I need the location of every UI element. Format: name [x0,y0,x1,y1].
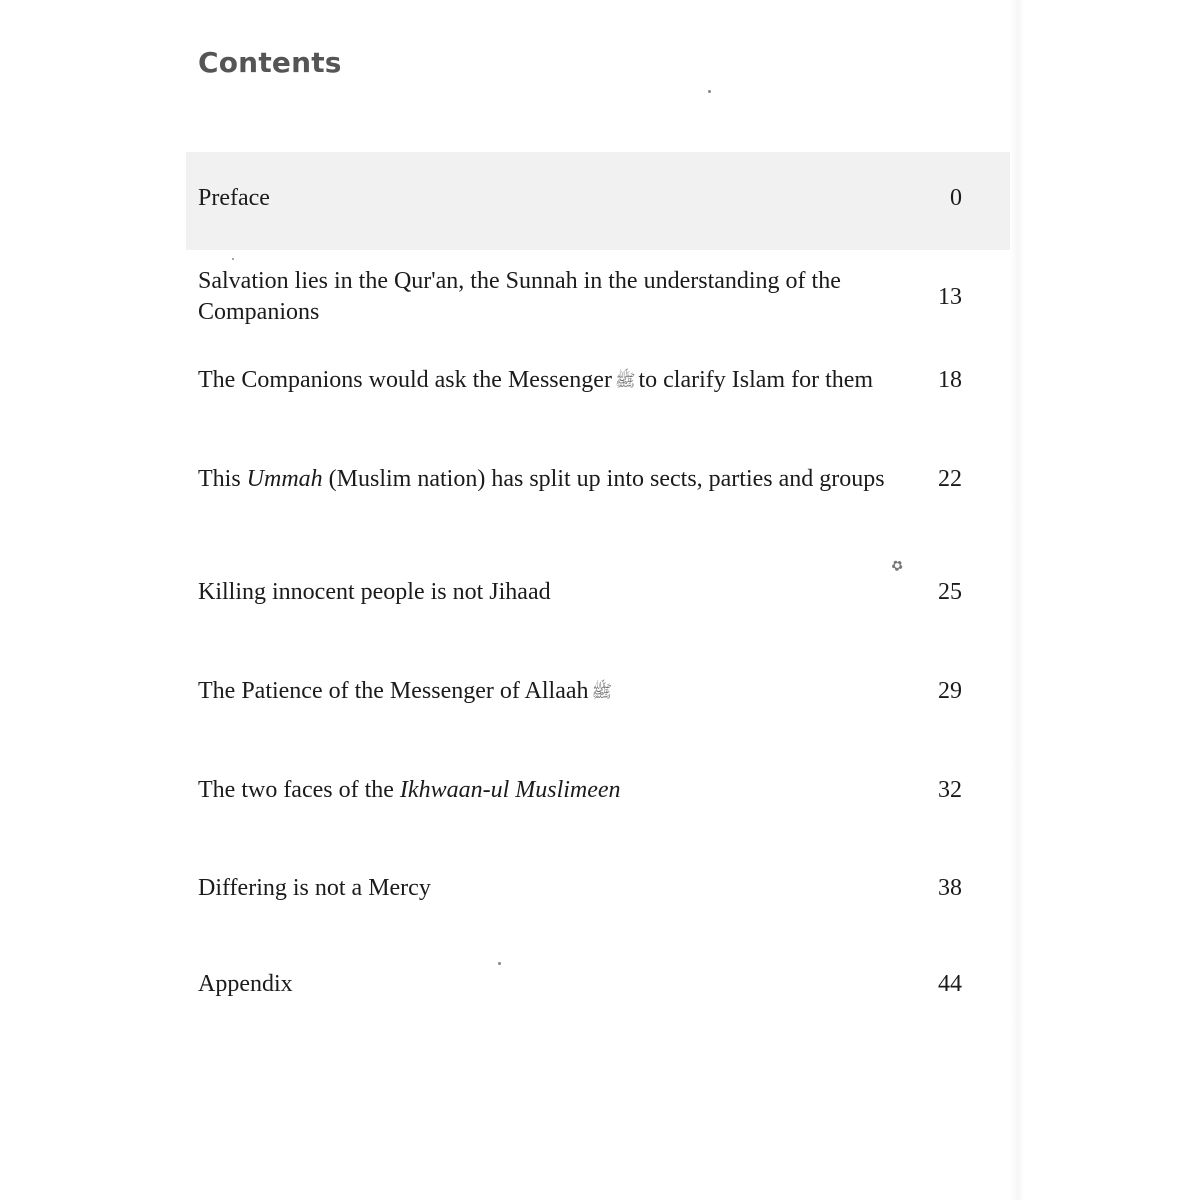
scan-speck [498,962,501,965]
toc-entry-patience [198,676,962,707]
toc-title-italic: Ummah [246,466,323,492]
toc-page-number: 38 [938,875,962,901]
toc-entry-title: Appendix [198,971,293,997]
toc-title-italic: Ikhwaan-ul Muslimeen [399,777,621,803]
toc-page-number: 32 [938,777,962,803]
toc-entry-title: Preface [198,185,270,211]
toc-entry-title [198,365,898,396]
toc-title-text: to clarify Islam for them [638,367,874,393]
toc-page-number: 25 [938,579,962,605]
toc-title-text: The two faces of the [198,777,394,803]
scan-speck [708,90,711,93]
toc-title-text: The Patience of the Messenger of Allaah [198,678,589,704]
toc-entry-companions-ask [198,365,962,396]
toc-page-number: 13 [938,283,962,310]
toc-entry-salvation [198,266,962,328]
toc-page-number: 44 [938,971,962,997]
toc-entry-title: Killing innocent people is not Jihaad [198,579,551,605]
toc-entry-appendix [198,969,962,1000]
toc-entry-ummah-split [198,464,962,495]
toc-entry-title [198,464,898,495]
toc-page-number: 18 [938,367,962,393]
contents-heading: Contents [198,46,342,79]
scan-page-edge [1010,0,1024,1200]
toc-title-text: The Companions would ask the Messenger [198,367,612,393]
stray-mark-icon: ✿ [889,557,907,576]
toc-title-text: This [198,466,241,492]
toc-entry-preface [198,183,962,214]
toc-entry-differing [198,873,962,904]
honorific-icon: ﷺ [591,682,613,701]
toc-entry-title [198,676,898,707]
toc-title-text: (Muslim nation) has split up into sects, parties and groups [328,466,885,492]
scan-speck [232,258,234,260]
toc-entry-title: Differing is not a Mercy [198,875,431,901]
toc-page-number: 29 [938,678,962,704]
toc-entry-title: Salvation lies in the Qur'an, the Sunnah in the understanding of the Companions [198,268,841,325]
toc-page-number: 0 [950,185,962,211]
toc-entry-two-faces [198,775,962,806]
toc-entry-title [198,775,898,806]
honorific-icon: ﷺ [614,371,636,390]
toc-page-number: 22 [938,466,962,492]
toc-entry-jihaad [198,577,962,608]
